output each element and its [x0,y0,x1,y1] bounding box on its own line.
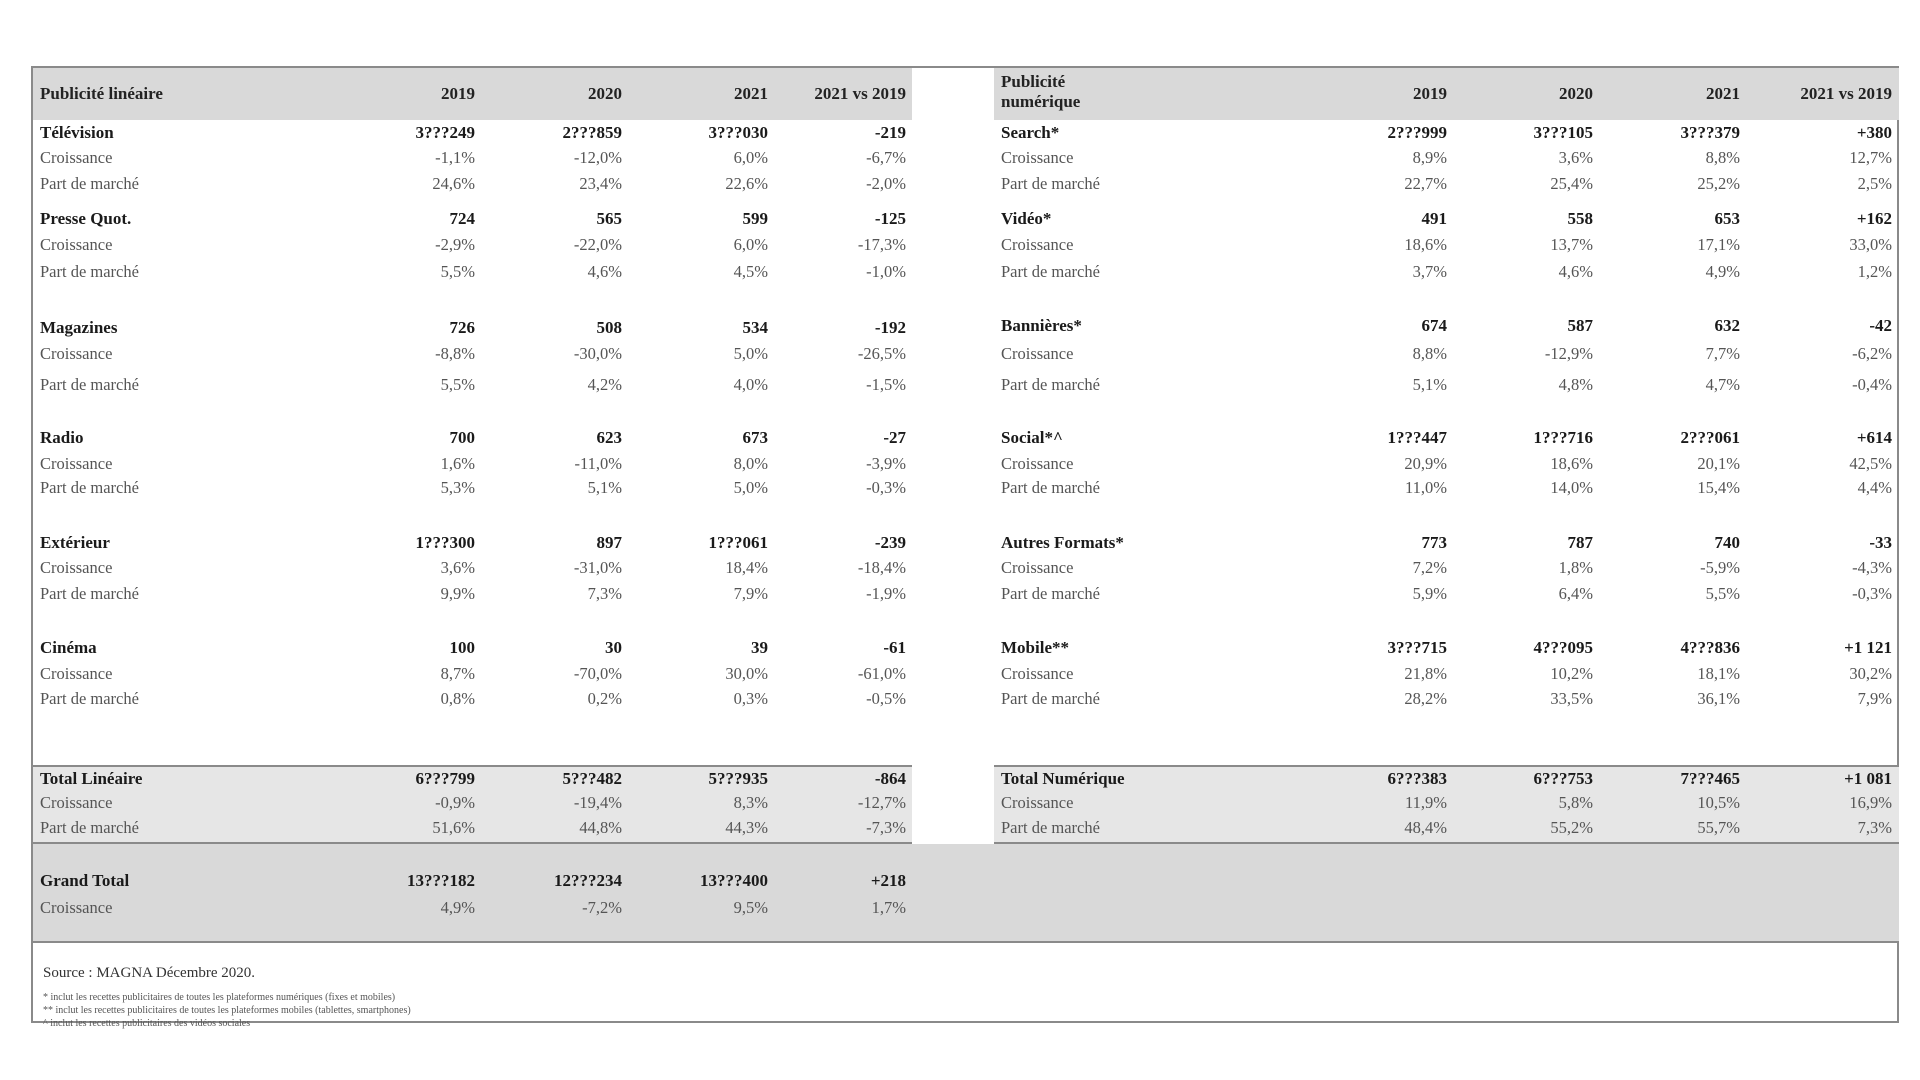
linear-cell-diff: -7,3% [866,818,906,837]
digital-cell-v2021: 3???379 [1680,123,1740,142]
digital-header-diff: 2021 vs 2019 [1800,84,1892,103]
digital-cell-v2019: 491 [1421,209,1447,228]
digital-row-label: Croissance [1001,148,1074,167]
linear-table-row [33,816,912,840]
linear-cell-v2021: 8,0% [733,454,768,473]
linear-cell-v2020: 30 [605,638,622,657]
linear-row-label: Presse Quot. [40,209,132,228]
linear-cell-diff: -864 [874,769,906,788]
linear-cell-v2020: 0,2% [587,689,622,708]
footnote-3: ^ inclut les recettes publicitaires des vidéos sociales [43,1018,251,1029]
digital-row-label: Croissance [1001,344,1074,363]
linear-cell-v2021: 3???030 [708,123,768,142]
digital-table-row [994,531,1899,555]
digital-cell-diff: -4,3% [1852,558,1892,577]
digital-cell-v2019: 8,8% [1412,344,1447,363]
digital-cell-diff: +380 [1856,123,1892,142]
linear-cell-v2019: 24,6% [432,174,475,193]
linear-cell-v2019: 51,6% [432,818,475,837]
digital-table-row [994,426,1899,450]
linear-row-label: Croissance [40,344,113,363]
digital-cell-v2021: 7???465 [1680,769,1740,788]
digital-table-row [994,172,1899,196]
linear-cell-v2020: -11,0% [574,454,622,473]
digital-cell-v2021: 4,9% [1705,262,1740,281]
digital-cell-v2019: 7,2% [1412,558,1447,577]
linear-table-row [33,172,912,196]
digital-row-label: Total Numérique [1001,769,1125,788]
linear-cell-v2020: 565 [596,209,622,228]
digital-cell-v2019: 21,8% [1404,664,1447,683]
linear-cell-v2021: 44,3% [725,818,768,837]
digital-row-label: Part de marché [1001,689,1100,708]
linear-row-label: Grand Total [40,871,130,890]
linear-cell-v2019: 8,7% [440,664,475,683]
linear-cell-v2019: 700 [449,428,475,447]
digital-table-row [994,476,1899,500]
linear-cell-v2020: 12???234 [554,871,622,890]
linear-cell-v2019: 1???300 [415,533,475,552]
linear-cell-v2021: 6,0% [733,148,768,167]
linear-cell-v2019: 1,6% [440,454,475,473]
linear-row-label: Croissance [40,898,113,917]
digital-cell-diff: -33 [1869,533,1892,552]
digital-cell-v2021: 7,7% [1705,344,1740,363]
linear-cell-v2019: 5,5% [440,375,475,394]
linear-cell-diff: -1,9% [866,584,906,603]
digital-header-2019: 2019 [1413,84,1447,103]
digital-cell-v2020: 1,8% [1558,558,1593,577]
linear-cell-v2019: 0,8% [440,689,475,708]
linear-cell-v2021: 5???935 [708,769,768,788]
linear-cell-v2019: 3,6% [440,558,475,577]
linear-row-label: Croissance [40,148,113,167]
linear-cell-v2019: -2,9% [435,235,475,254]
digital-table-row [994,452,1899,476]
linear-row-label: Total Linéaire [40,769,143,788]
source-note: Source : MAGNA Décembre 2020. [43,965,256,981]
digital-table-row [994,233,1899,257]
linear-row-label: Croissance [40,454,113,473]
linear-cell-v2020: -7,2% [582,898,622,917]
digital-cell-diff: 7,9% [1857,689,1892,708]
linear-table-row [33,896,912,920]
linear-cell-v2020: -19,4% [573,793,622,812]
linear-table-row [33,556,912,580]
linear-row-label: Part de marché [40,818,139,837]
digital-cell-v2019: 20,9% [1404,454,1447,473]
linear-cell-v2021: 4,0% [733,375,768,394]
linear-table-row [33,869,912,893]
digital-cell-v2021: 632 [1714,316,1740,335]
grand-total-band [33,844,1899,943]
linear-cell-v2021: 673 [742,428,768,447]
digital-header-title: Publicité numérique [1001,72,1081,111]
linear-row-label: Croissance [40,793,113,812]
digital-cell-v2019: 1???447 [1387,428,1447,447]
linear-cell-v2021: 13???400 [700,871,768,890]
linear-row-label: Part de marché [40,262,139,281]
linear-cell-v2019: -1,1% [435,148,475,167]
digital-cell-v2019: 11,9% [1404,793,1447,812]
linear-cell-v2020: -22,0% [573,235,622,254]
linear-cell-v2021: 5,0% [733,344,768,363]
digital-row-label: Search* [1001,123,1060,142]
digital-cell-v2020: 587 [1567,316,1593,335]
linear-cell-diff: -12,7% [857,793,906,812]
digital-cell-v2021: 25,2% [1697,174,1740,193]
linear-cell-v2020: 2???859 [562,123,622,142]
digital-row-label: Social*^ [1001,428,1063,447]
digital-cell-diff: 12,7% [1849,148,1892,167]
linear-cell-v2020: 7,3% [587,584,622,603]
linear-cell-v2021: 22,6% [725,174,768,193]
digital-cell-v2019: 674 [1421,316,1447,335]
linear-cell-v2020: 897 [596,533,622,552]
linear-cell-v2021: 9,5% [733,898,768,917]
digital-cell-diff: 33,0% [1849,235,1892,254]
digital-cell-diff: +1 081 [1844,769,1892,788]
digital-cell-v2020: 18,6% [1550,454,1593,473]
digital-cell-diff: 42,5% [1849,454,1892,473]
digital-table-row [994,687,1899,711]
digital-cell-diff: +1 121 [1844,638,1892,657]
linear-cell-diff: -3,9% [866,454,906,473]
linear-cell-v2020: -70,0% [573,664,622,683]
digital-cell-v2021: 15,4% [1697,478,1740,497]
digital-cell-v2019: 2???999 [1387,123,1447,142]
digital-row-label: Croissance [1001,664,1074,683]
linear-cell-v2020: -30,0% [573,344,622,363]
digital-cell-v2021: 4???836 [1680,638,1740,657]
linear-cell-diff: -27 [883,428,906,447]
digital-cell-v2021: 10,5% [1697,793,1740,812]
digital-cell-v2020: 6,4% [1558,584,1593,603]
linear-cell-diff: 1,7% [871,898,906,917]
linear-cell-diff: -239 [874,533,906,552]
digital-row-label: Croissance [1001,454,1074,473]
digital-row-label: Autres Formats* [1001,533,1124,552]
linear-row-label: Croissance [40,558,113,577]
digital-row-label: Croissance [1001,235,1074,254]
digital-row-label: Part de marché [1001,584,1100,603]
linear-table-row [33,531,912,555]
digital-table-row [994,791,1899,815]
linear-header-title: Publicité linéaire [40,84,163,103]
linear-table-row [33,342,912,366]
digital-cell-v2020: 55,2% [1550,818,1593,837]
footnote-2: ** inclut les recettes publicitaires de toutes les plateformes mobiles (tablettes, smartphones) [43,1005,411,1016]
linear-cell-v2021: 30,0% [725,664,768,683]
digital-table-row [994,342,1899,366]
digital-cell-v2019: 11,0% [1404,478,1447,497]
linear-cell-diff: -219 [874,123,906,142]
linear-table-row [33,316,912,340]
digital-cell-v2020: 558 [1567,209,1593,228]
linear-header-2019: 2019 [441,84,475,103]
digital-cell-diff: 4,4% [1857,478,1892,497]
digital-cell-v2020: 4,8% [1558,375,1593,394]
digital-table-row [994,260,1899,284]
linear-cell-v2021: 6,0% [733,235,768,254]
linear-cell-diff: -192 [874,318,906,337]
digital-row-label: Part de marché [1001,375,1100,394]
linear-row-label: Magazines [40,318,118,337]
digital-row-label: Mobile** [1001,638,1069,657]
digital-row-label: Part de marché [1001,174,1100,193]
linear-cell-diff: -125 [874,209,906,228]
footnote-1: * inclut les recettes publicitaires de toutes les plateformes numériques (fixes et mobiles) [43,992,396,1003]
linear-cell-diff: -2,0% [866,174,906,193]
digital-cell-diff: 30,2% [1849,664,1892,683]
digital-cell-v2019: 22,7% [1404,174,1447,193]
linear-cell-diff: -61,0% [857,664,906,683]
digital-table-row [994,582,1899,606]
digital-cell-v2021: 5,5% [1705,584,1740,603]
digital-cell-v2021: 55,7% [1697,818,1740,837]
linear-table-row [33,636,912,660]
linear-cell-v2019: 5,3% [440,478,475,497]
digital-cell-v2020: 4,6% [1558,262,1593,281]
digital-cell-v2021: 4,7% [1705,375,1740,394]
digital-table-row [994,121,1899,145]
linear-cell-v2020: 4,2% [587,375,622,394]
digital-cell-v2021: 740 [1714,533,1740,552]
linear-cell-v2020: 623 [596,428,622,447]
linear-cell-v2020: 508 [596,318,622,337]
linear-table-row [33,260,912,284]
linear-cell-v2019: 726 [449,318,475,337]
linear-cell-v2021: 4,5% [733,262,768,281]
linear-cell-v2021: 5,0% [733,478,768,497]
digital-table-row [994,146,1899,170]
linear-cell-v2019: 9,9% [440,584,475,603]
digital-cell-diff: 16,9% [1849,793,1892,812]
digital-cell-diff: -0,4% [1852,375,1892,394]
linear-cell-v2020: -31,0% [573,558,622,577]
linear-table-row [33,121,912,145]
digital-table-row [994,662,1899,686]
digital-table-row [994,373,1899,397]
digital-table-row [994,207,1899,231]
digital-table-row [994,767,1899,791]
digital-cell-v2020: 3,6% [1558,148,1593,167]
digital-row-label: Vidéo* [1001,209,1052,228]
digital-row-label: Croissance [1001,558,1074,577]
digital-cell-v2020: 3???105 [1533,123,1593,142]
digital-cell-diff: 1,2% [1857,262,1892,281]
linear-row-label: Part de marché [40,174,139,193]
linear-cell-v2020: -12,0% [573,148,622,167]
linear-header-2020: 2020 [588,84,622,103]
digital-cell-v2019: 6???383 [1387,769,1447,788]
digital-cell-diff: 7,3% [1857,818,1892,837]
digital-cell-v2021: 2???061 [1680,428,1740,447]
digital-cell-v2020: 6???753 [1533,769,1593,788]
linear-row-label: Part de marché [40,689,139,708]
digital-cell-v2019: 28,2% [1404,689,1447,708]
digital-row-label: Croissance [1001,793,1074,812]
linear-cell-diff: -61 [883,638,906,657]
digital-header-2021: 2021 [1706,84,1740,103]
digital-cell-v2021: 653 [1714,209,1740,228]
advertising-revenue-table [31,66,1899,1029]
digital-cell-v2020: 10,2% [1550,664,1593,683]
digital-cell-v2019: 3???715 [1387,638,1447,657]
digital-row-label: Bannières* [1001,316,1082,335]
digital-table-row [994,816,1899,840]
linear-cell-v2021: 8,3% [733,793,768,812]
linear-cell-v2021: 534 [742,318,768,337]
linear-cell-v2019: 100 [449,638,475,657]
digital-cell-v2020: 1???716 [1533,428,1593,447]
digital-cell-v2019: 48,4% [1404,818,1447,837]
digital-cell-v2019: 18,6% [1404,235,1447,254]
digital-row-label: Part de marché [1001,478,1100,497]
digital-cell-v2020: 13,7% [1550,235,1593,254]
linear-cell-v2020: 44,8% [579,818,622,837]
digital-header-2020: 2020 [1559,84,1593,103]
linear-table-row [33,146,912,170]
linear-header-2021: 2021 [734,84,768,103]
digital-cell-diff: -0,3% [1852,584,1892,603]
linear-row-label: Télévision [40,123,114,142]
linear-row-label: Cinéma [40,638,97,657]
digital-cell-v2021: 8,8% [1705,148,1740,167]
digital-cell-v2021: 20,1% [1697,454,1740,473]
linear-cell-v2021: 7,9% [733,584,768,603]
digital-row-label: Part de marché [1001,818,1100,837]
linear-table-row [33,476,912,500]
digital-cell-diff: -6,2% [1852,344,1892,363]
linear-table-row [33,233,912,257]
linear-row-label: Part de marché [40,584,139,603]
linear-cell-v2019: 3???249 [415,123,475,142]
linear-table-row [33,452,912,476]
linear-cell-v2019: -8,8% [435,344,475,363]
linear-row-label: Part de marché [40,375,139,394]
linear-row-label: Radio [40,428,84,447]
digital-cell-v2020: 14,0% [1550,478,1593,497]
linear-cell-v2020: 4,6% [587,262,622,281]
digital-cell-v2020: 4???095 [1533,638,1593,657]
linear-header-row [33,68,912,120]
digital-table-row [994,314,1899,338]
linear-cell-v2021: 39 [751,638,768,657]
linear-table-row [33,426,912,450]
linear-cell-diff: -26,5% [857,344,906,363]
linear-cell-v2021: 18,4% [725,558,768,577]
digital-cell-diff: 2,5% [1857,174,1892,193]
digital-cell-v2019: 5,9% [1412,584,1447,603]
digital-cell-v2020: 787 [1567,533,1593,552]
digital-cell-v2021: -5,9% [1700,558,1740,577]
digital-cell-v2021: 17,1% [1697,235,1740,254]
linear-cell-diff: -6,7% [866,148,906,167]
linear-cell-v2019: 13???182 [407,871,475,890]
linear-cell-diff: -18,4% [857,558,906,577]
linear-cell-v2021: 0,3% [733,689,768,708]
digital-header-row [994,68,1899,120]
linear-cell-v2019: 6???799 [415,769,475,788]
linear-table-row [33,582,912,606]
linear-cell-v2019: -0,9% [435,793,475,812]
digital-cell-diff: +614 [1856,428,1892,447]
digital-cell-v2021: 36,1% [1697,689,1740,708]
digital-cell-v2019: 773 [1421,533,1447,552]
digital-table-row [994,556,1899,580]
digital-cell-v2019: 8,9% [1412,148,1447,167]
linear-row-label: Croissance [40,664,113,683]
linear-cell-v2019: 4,9% [440,898,475,917]
linear-table-row [33,767,912,791]
linear-table-row [33,373,912,397]
linear-cell-diff: -0,5% [866,689,906,708]
linear-row-label: Croissance [40,235,113,254]
digital-cell-v2019: 3,7% [1412,262,1447,281]
linear-cell-v2020: 5,1% [587,478,622,497]
digital-cell-v2021: 18,1% [1697,664,1740,683]
linear-cell-v2019: 724 [449,209,475,228]
linear-table-row [33,207,912,231]
linear-cell-v2021: 599 [742,209,768,228]
linear-cell-v2021: 1???061 [708,533,768,552]
digital-table-row [994,636,1899,660]
digital-cell-diff: -42 [1869,316,1892,335]
linear-table-row [33,687,912,711]
linear-cell-diff: -17,3% [857,235,906,254]
linear-table-row [33,791,912,815]
linear-cell-v2020: 23,4% [579,174,622,193]
linear-table-row [33,662,912,686]
digital-row-label: Part de marché [1001,262,1100,281]
linear-cell-diff: -0,3% [866,478,906,497]
linear-cell-diff: -1,5% [866,375,906,394]
linear-cell-v2020: 5???482 [562,769,622,788]
digital-cell-v2020: 5,8% [1558,793,1593,812]
digital-cell-diff: +162 [1856,209,1892,228]
linear-row-label: Part de marché [40,478,139,497]
digital-cell-v2020: 33,5% [1550,689,1593,708]
digital-cell-v2020: -12,9% [1544,344,1593,363]
linear-cell-diff: -1,0% [866,262,906,281]
linear-row-label: Extérieur [40,533,110,552]
linear-header-diff: 2021 vs 2019 [814,84,906,103]
digital-cell-v2020: 25,4% [1550,174,1593,193]
digital-cell-v2019: 5,1% [1412,375,1447,394]
linear-cell-v2019: 5,5% [440,262,475,281]
linear-cell-diff: +218 [870,871,906,890]
